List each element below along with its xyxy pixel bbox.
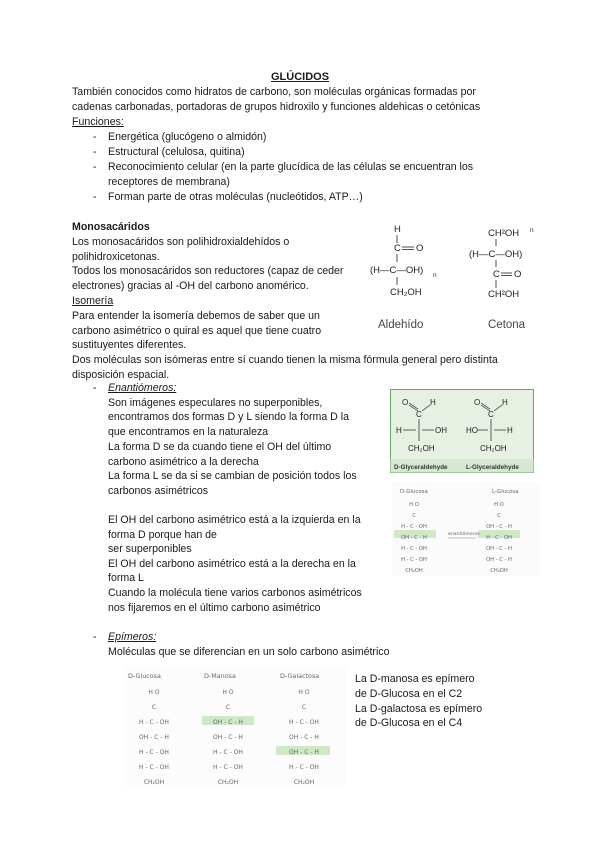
fischer-row: OH - C - H [486, 524, 512, 530]
ald-o: O [416, 243, 424, 254]
enant-line2: forma D porque han de [108, 529, 217, 541]
cet-o: O [514, 269, 522, 280]
aldehido-cetona-figure [366, 222, 542, 334]
epi-title-galactosa: D-Galactosa [280, 672, 320, 680]
epi-title-glucosa: D-Glucosa [128, 672, 161, 680]
mono-line: polihidroxicetonas. [72, 251, 160, 263]
isomeria-line: disposición espacial. [72, 369, 170, 381]
funcion-item: Estructural (celulosa, quitina) [108, 146, 245, 158]
l-h: H [502, 398, 508, 407]
cet-top: CH²OH [488, 228, 520, 239]
l-h2: H [507, 426, 513, 435]
enant-line: encontramos dos formas D y L siendo la forma D la [108, 411, 350, 423]
cet-chain: (H—C—OH) [469, 249, 523, 260]
mono-line: Los monosacáridos son polihidroxialdehídos o [72, 236, 290, 248]
bullet-dash: - [93, 131, 97, 143]
enant-line2: El OH del carbono asimétrico está a la derecha en la [108, 558, 356, 570]
fischer-row: H - C - OH [289, 764, 319, 771]
fischer-row: H - C - OH [139, 749, 169, 756]
cet-bottom: CH²OH [488, 289, 520, 300]
enant-line2: forma L [108, 572, 144, 584]
epi-title-manosa: D-Manosa [204, 672, 236, 680]
fischer-row: H O [494, 502, 504, 508]
fischer-row: C [412, 513, 416, 519]
fischer-row: H O [409, 502, 419, 508]
ald-chain: (H—C—OH) [370, 265, 424, 276]
glucosa-dl-figure [392, 482, 540, 576]
fischer-row: C [225, 704, 231, 711]
ald-h: H [394, 224, 401, 235]
epimero-note: La D-galactosa es epímero [355, 703, 483, 715]
ald-ch2oh: CH₂OH [390, 287, 422, 298]
d-h: H [430, 398, 436, 407]
fischer-row: H O [222, 689, 234, 696]
epimero-note: La D-manosa es epímero [355, 673, 475, 685]
cetona-label: Cetona [488, 319, 526, 331]
mono-heading: Monosacáridos [72, 221, 150, 233]
cet-c: C [493, 269, 500, 280]
ald-c: C [394, 243, 401, 254]
fischer-row: H - C - OH [401, 557, 427, 563]
funcion-item-cont: receptores de membrana) [108, 176, 230, 188]
bullet-dash: - [93, 146, 97, 158]
fischer-row: H - C - OH [401, 524, 427, 530]
intro-line-2: cadenas carbonadas, portadoras de grupos hidroxilo y funciones aldehicas o cetónicas [72, 101, 481, 113]
fischer-row: H - C - OH [213, 764, 243, 771]
enant-line2: El OH del carbono asimétrico está a la izquierda en la [108, 514, 361, 526]
fischer-row: H O [148, 689, 160, 696]
fischer-row: H - C - OH [139, 764, 169, 771]
d-h2: H [396, 426, 402, 435]
fischer-row: H O [298, 689, 310, 696]
funcion-item: Energética (glucógeno o almidón) [108, 131, 267, 143]
isomeria-line: Dos moléculas son isómeras entre sí cuando tienen la misma fórmula general pero distinta [72, 354, 498, 366]
d-o: O [402, 398, 409, 407]
enant-line: que encontramos en la naturaleza [108, 426, 269, 438]
fischer-row: H - C - OH [139, 719, 169, 726]
fischer-row: OH - C - H [486, 557, 512, 563]
ald-n: n [433, 272, 437, 279]
enant-line: La forma D se da cuando tiene el OH del último [108, 441, 332, 453]
enant-line: carbono asimétrico a la derecha [108, 456, 259, 468]
l-glyceraldehyde-label: L-Glyceraldehyde [466, 464, 519, 471]
funcion-item: Reconocimiento celular (en la parte glucídica de las células se encuentran los [108, 161, 474, 173]
d-oh: OH [435, 426, 447, 435]
isomeria-line: carbono asimétrico o quiral es aquel que tiene cuatro [72, 325, 322, 337]
d-glucosa-title: D-Glucosa [400, 489, 428, 495]
l-c: C [488, 410, 494, 419]
aldehido-label: Aldehído [378, 319, 424, 331]
mono-line: electrones) gracias al -OH del carbono anomérico. [72, 280, 309, 292]
enant-line: Son imágenes especulares no superponibles, [108, 397, 323, 409]
isomeria-heading: Isomería [72, 295, 114, 307]
fischer-row: OH - C - H [213, 719, 243, 726]
fischer-row: OH - C - H [213, 734, 243, 741]
fischer-row: C [151, 704, 157, 711]
enant-line: carbonos asimétricos [108, 485, 209, 497]
d-glyceraldehyde-label: D-Glyceraldehyde [394, 464, 448, 471]
fischer-row: C [301, 704, 307, 711]
fischer-row: OH - C - H [289, 734, 319, 741]
bullet-dash: - [93, 161, 97, 173]
mono-line: Todos los monosacáridos son reductores (capaz de ceder [72, 265, 344, 277]
l-ch2oh: CH₂OH [480, 444, 507, 453]
l-glucosa-title: L-Glucosa [492, 489, 519, 495]
epimero-note: de D-Glucosa en el C4 [355, 717, 463, 729]
fischer-row: H - C - OH [289, 719, 319, 726]
epimeros-line: Moléculas que se diferencian en un solo carbono asimétrico [108, 646, 390, 658]
epimero-note: de D-Glucosa en el C2 [355, 688, 463, 700]
enant-line2: nos fijaremos en el último carbono asimétrico [108, 602, 321, 614]
fischer-row: C [497, 513, 501, 519]
bullet-dash: - [93, 382, 97, 394]
enantiomeros-heading: Enantiómeros: [108, 382, 177, 394]
fischer-row: CH₂OH [143, 779, 165, 786]
glyceraldehyde-figure [390, 389, 534, 473]
fischer-row: CH₂OH [405, 568, 423, 574]
fischer-row: H - C - OH [401, 546, 427, 552]
fischer-row: OH - C - H [486, 546, 512, 552]
funciones-heading: Funciones: [72, 116, 124, 128]
enant-line2: ser superponibles [108, 543, 192, 555]
isomeria-line: Para entender la isomería debemos de saber que un [72, 310, 320, 322]
fischer-row: H - C - OH [213, 749, 243, 756]
enant-line: La forma L se da si se cambian de posición todos los [108, 470, 357, 482]
d-ch2oh: CH₂OH [408, 444, 435, 453]
page-title: GLÚCIDOS [270, 71, 330, 83]
fischer-row: OH - C - H [401, 535, 427, 541]
fischer-row: CH₂OH [217, 779, 239, 786]
funcion-item: Forman parte de otras moléculas (nucleótidos, ATP…) [108, 191, 363, 203]
enantiomeros-arrow-label: enantiómeros [448, 532, 480, 537]
fischer-row: OH - C - H [139, 734, 169, 741]
intro-line-1: También conocidos como hidratos de carbono, son moléculas orgánicas formadas por [72, 86, 476, 98]
fischer-row: H - C - OH [486, 535, 512, 541]
bullet-dash: - [93, 191, 97, 203]
cet-n: n [530, 227, 534, 234]
fischer-row: CH₂OH [293, 779, 315, 786]
isomeria-line: sustituyentes diferentes. [72, 339, 187, 351]
bullet-dash: - [93, 631, 97, 643]
fischer-row: CH₂OH [490, 568, 508, 574]
fischer-row: OH - C - H [289, 749, 319, 756]
epimeros-heading: Epímeros: [108, 631, 157, 643]
epimeros-figure [124, 666, 346, 786]
l-o: O [474, 398, 481, 407]
enant-line2: Cuando la molécula tiene varios carbonos asimétricos [108, 587, 362, 599]
d-c: C [416, 410, 422, 419]
l-ho: HO [466, 426, 478, 435]
